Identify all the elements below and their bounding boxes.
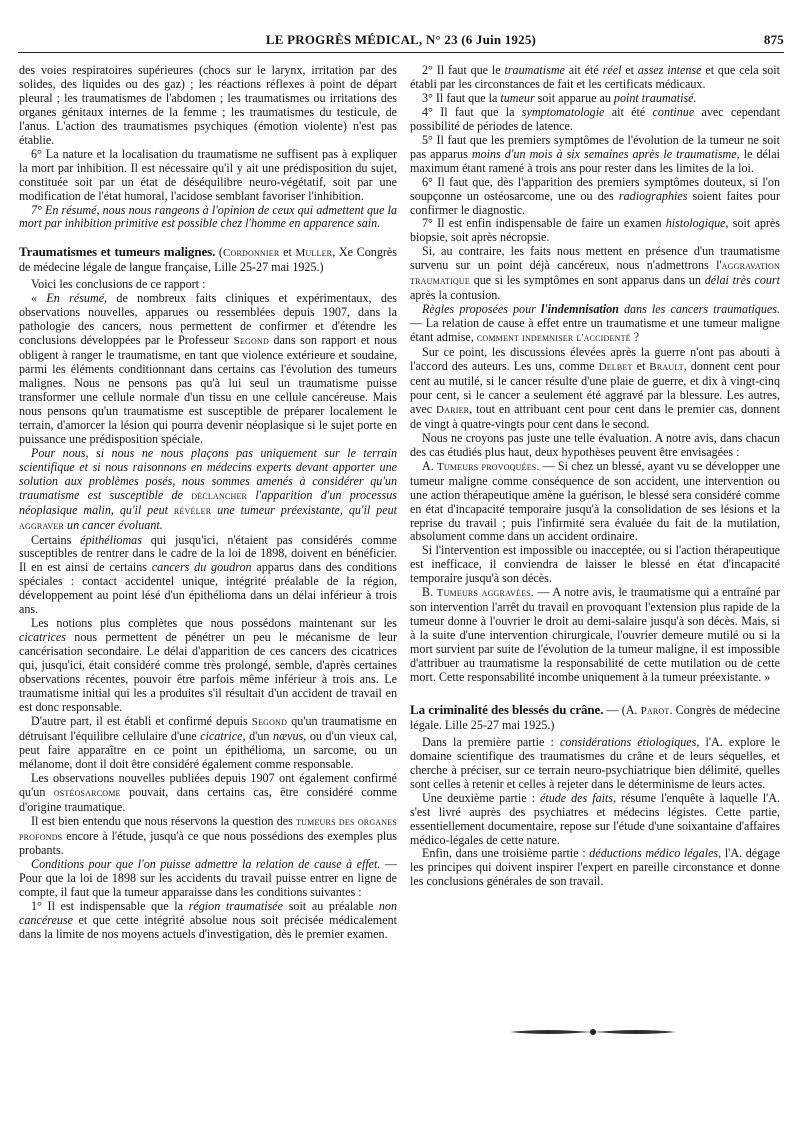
end-ornament-icon bbox=[508, 1024, 678, 1040]
author-name: Parot bbox=[640, 704, 670, 717]
list-item: 7° Il est enfin indispensable de faire un examen histologique, soit après biopsie, soit après nécropsie. bbox=[410, 216, 781, 245]
paragraph: Pour nous, si nous ne nous plaçons pas uniquement sur le terrain scientifique et si nous raisonnons en médecins experts devant apporter une solution aux problèmes posés, nous sommes amenés à considérer qu'un traumatisme est susceptible de déclancher l'apparition d'un processus néoplasique malin, qu'il peut révéler une tumeur préexistante, qu'il peut aggraver un cancer évoluant. bbox=[19, 445, 397, 532]
paragraph: Si l'intervention est impossible ou inacceptée, ou si l'action thérapeutique est inefficace, il conviendra de laisser le blessé en état d'incapacité temporaire jusqu'à son décès. bbox=[410, 543, 780, 586]
list-item: 6° Il faut que, dès l'apparition des premiers symptômes douteux, si l'on soupçonne un ostéosarcome, une ou des radiographies soient faites pour confirmer le diagnostic. bbox=[410, 174, 780, 217]
list-item: 5° Il faut que les premiers symptômes de l'évolution de la tumeur ne soit pas apparus moins d'un mois à six semaines après le traumatisme, le délai maximum étant ramené à trois ans pour rester dans les limites de la loi. bbox=[410, 132, 781, 175]
paragraph: Règles proposées pour l'indemnisation dans les cancers traumatiques. — La relation de cause à effet entre un traumatisme et une tumeur maligne étant admise, comment indemniser l'accidenté ? bbox=[410, 302, 780, 345]
paragraph: Si, au contraire, les faits nous mettent en présence d'un traumatisme survenu sur un point déjà cancéreux, nous n'admettrons l'aggravation traumatique que si les symptômes en sont apparus dans un délai très court après la contusion. bbox=[410, 244, 780, 303]
paragraph: Conditions pour que l'on puisse admettre la relation de cause à effet. — Pour que la loi de 1898 sur les accidents du travail puisse entrer en ligne de compte, il faut que la tumeur apparaisse dans les conditions suivantes : bbox=[19, 857, 397, 900]
list-item: 3° Il faut que la tumeur soit apparue au point traumatisé. bbox=[422, 90, 697, 105]
paragraph: Enfin, dans une troisième partie : déductions médico légales, l'A. dégage les principes qui doivent inspirer l'expert en pareille circonstance et donne les conclusions générales de son travail. bbox=[410, 846, 781, 889]
journal-title: LE PROGRÈS MÉDICAL, N° 23 (6 Juin 1925) bbox=[265, 32, 537, 47]
paragraph: Les notions plus complètes que nous possédons maintenant sur les cicatrices nous permettent de pénétrer un peu le mécanisme de leur cancérisation secondaire. Le délai d'apparition de ces cancers des cicatrices qui, jusqu'ici, était considéré comme très prolongé, semble, d'après certaines observations récentes, pouvoir être parfois même inférieur à trois ans. Le traumatisme initial qui les a produites s'il résultait d'un accident de travail en est donc responsable. bbox=[19, 616, 397, 714]
author-name: Cordonnier bbox=[222, 247, 280, 260]
paragraph: « En résumé, de nombreux faits cliniques et expérimentaux, des observations nouvelles, apparues ou ressemblées depuis 1907, dans la pathologie des cancers, nous permettent de confirmer et d'étendre les conclusions développées par le Professeur Segond dans son rapport et nous obligent à ranger le traumatisme, en tant que violence extérieure et soudaine, parmi les éléments conditionnant dans certains cas l'évolution des tumeurs malignes. Nous ne pensons pas qu'à lui seul un traumatisme puisse transformer une cellule normale d'un tissu en une cellule cancéreuse. Mais nous pensons qu'un traumatisme est susceptible de préparer localement le terrain, d'amorcer la lésion qui pourra devenir néoplasique si le sujet porte en puissance une prédisposition spéciale. bbox=[19, 291, 397, 446]
author-name: Muller bbox=[295, 247, 333, 260]
section-title: La criminalité des blessés du crâne. bbox=[410, 701, 604, 717]
paragraph: A. Tumeurs provoquées. — Si chez un blessé, ayant vu se développer une tumeur maligne comme conséquence de son accident, une intervention ou une action thérapeutique amène la guérison, le blessé sera considéré comme en état d'incapacité temporaire jusqu'à la consolidation de ses lésions et la reprise du travail ; puis l'infirmité sera évaluée du fait de la mutilation, absolument comme dans un accident ordinaire. bbox=[410, 458, 780, 544]
paragraph: 6° La nature et la localisation du traumatisme ne suffisent pas à expliquer la mort par inhibition. Il est nécessaire qu'il y ait une prédisposition du sujet, constituée soit par un état de déséquilibre neuro-végétatif, soit par une modification de l'état humoral, l'acidose semblant favoriser l'inhibition. bbox=[19, 146, 397, 203]
paragraph: Certains épithéliomas qui jusqu'ici, n'étaient pas considérés comme susceptibles de rentrer dans le cadre de la loi de 1898, doivent en bénéficier. Il en est ainsi de certains cancers du goudron apparus dans des conditions spéciales : contact accidentel unique, intégrité préalable de la région, développement au point lésé d'un épithélioma dans un délai inférieur à trois ans. bbox=[19, 532, 398, 617]
list-item: 4° Il faut que la symptomatologie ait été continue avec cependant possibilité de périodes de latence. bbox=[410, 104, 780, 133]
paragraph: Dans la première partie : considérations étiologiques, l'A. explore le domaine scientifique des traumatismes du crâne et de leurs séquelles, et cherche à préciser, sur ce terrain neuro-psychiatrique bien délimité, quelles sont celles à retenir et celles à rejeter dans le déterminisme de leurs actes. bbox=[410, 734, 781, 791]
section-heading: La criminalité des blessés du crâne. — (A. Parot. Congrès de médecine légale. Lille 25-27 mai 1925.) bbox=[410, 701, 780, 732]
paragraph: Il est bien entendu que nous réservons la question des tumeurs des organes profonds encore à l'étude, jusqu'à ce que nous possédions des exemples plus probants. bbox=[19, 813, 398, 858]
paragraph: Une deuxième partie : étude des faits, résume l'enquête à laquelle l'A. s'est livré auprès des psychiatres et médecins légistes. Cette partie, essentiellement documentaire, repose sur l'étude d'une soixantaine d'affaires médico-légales de cette nature. bbox=[410, 790, 780, 847]
section-title: Traumatismes et tumeurs malignes. bbox=[19, 244, 216, 260]
list-item: 2° Il faut que le traumatisme ait été réel et assez intense et que cela soit établi par les circonstances de fait et les certificats médicaux. bbox=[410, 63, 780, 91]
paragraph: des voies respiratoires supérieures (chocs sur le larynx, irritation par des solides, des liquides ou des gaz) ; les réactions réflexes à point de départ pleural ; les traumatismes de l'abdomen ; les traumatismes ou irritations des organes génitaux internes de la femme ; les traumatismes du testicule, de l'anus. L'action des traumatismes psychiques (émotion violente) n'est pas établie. bbox=[19, 63, 397, 147]
paragraph: 7° En résumé, nous nous rangeons à l'opinion de ceux qui admettent que la mort par inhibition primitive est possible chez l'homme en apparence sain. bbox=[19, 202, 397, 231]
paragraph: Nous ne croyons pas juste une telle évaluation. A notre avis, dans chacun des cas étudiés plus haut, deux hypothèses peuvent être envisagées : bbox=[410, 430, 780, 459]
right-column bbox=[410, 64, 780, 889]
paragraph: Les observations nouvelles publiées depuis 1907 ont également confirmé qu'un ostéosarcome pouvait, dans certains cas, être considéré comme d'origine traumatique. bbox=[19, 770, 397, 814]
left-column bbox=[19, 64, 397, 942]
running-head bbox=[18, 32, 784, 53]
paragraph: B. Tumeurs aggravées. — A notre avis, le traumatisme qui a entraîné par son intervention l'arrêt du travail en provoquant l'extension plus rapide de la tumeur donne à l'ouvrier le droit au demi-salaire jusqu'à son décès. Mais, si à la suite d'une intervention chirurgicale, l'ouvrier demeure mutilé ou si la mort survient par suite de l'évolution de la tumeur maligne, il est impossible d'attribuer au traumatisme la responsabilité de cette mutilation ou de cette mort. Cette responsabilité incombe uniquement à la tumeur préexistante. » bbox=[410, 585, 780, 684]
section-heading: Traumatismes et tumeurs malignes. (Cordonnier et Muller, Xe Congrès de médecine légale de langue française, Lille 25-27 mai 1925.) bbox=[19, 244, 397, 275]
page-number: 875 bbox=[763, 32, 784, 47]
paragraph: Sur ce point, les discussions élevées après la guerre n'ont pas abouti à l'accord des auteurs. Les uns, comme Delbet et Brault, donnent cent pour cent au mutilé, si le cancer résulte d'une plaie de guerre, et dix à vingt-cinq pour cent, si le cancer a seulement été aggravé par la blessure. Les autres, avec Darier, tout en attribuant cent pour cent dans le premier cas, donnent de vingt à quatre-vingts pour cent dans le second. bbox=[410, 345, 780, 431]
list-item: 1° Il est indispensable que la région traumatisée soit au préalable non cancéreuse et que cette intégrité absolue nous soit précisée médicalement dans la limite de nos moyens actuels d'investigation, dès le premier examen. bbox=[19, 899, 398, 942]
paragraph: Voici les conclusions de ce rapport : bbox=[31, 277, 206, 292]
paragraph: D'autre part, il est établi et confirmé depuis Segond qu'un traumatisme en détruisant l'équilibre cellulaire d'une cicatrice, d'un nævus, ou d'un vieux cal, peut faire apparaître en ce point un épithélioma, un sarcome, ou un mélanome, dont il doit être considéré également comme responsable. bbox=[19, 713, 397, 771]
